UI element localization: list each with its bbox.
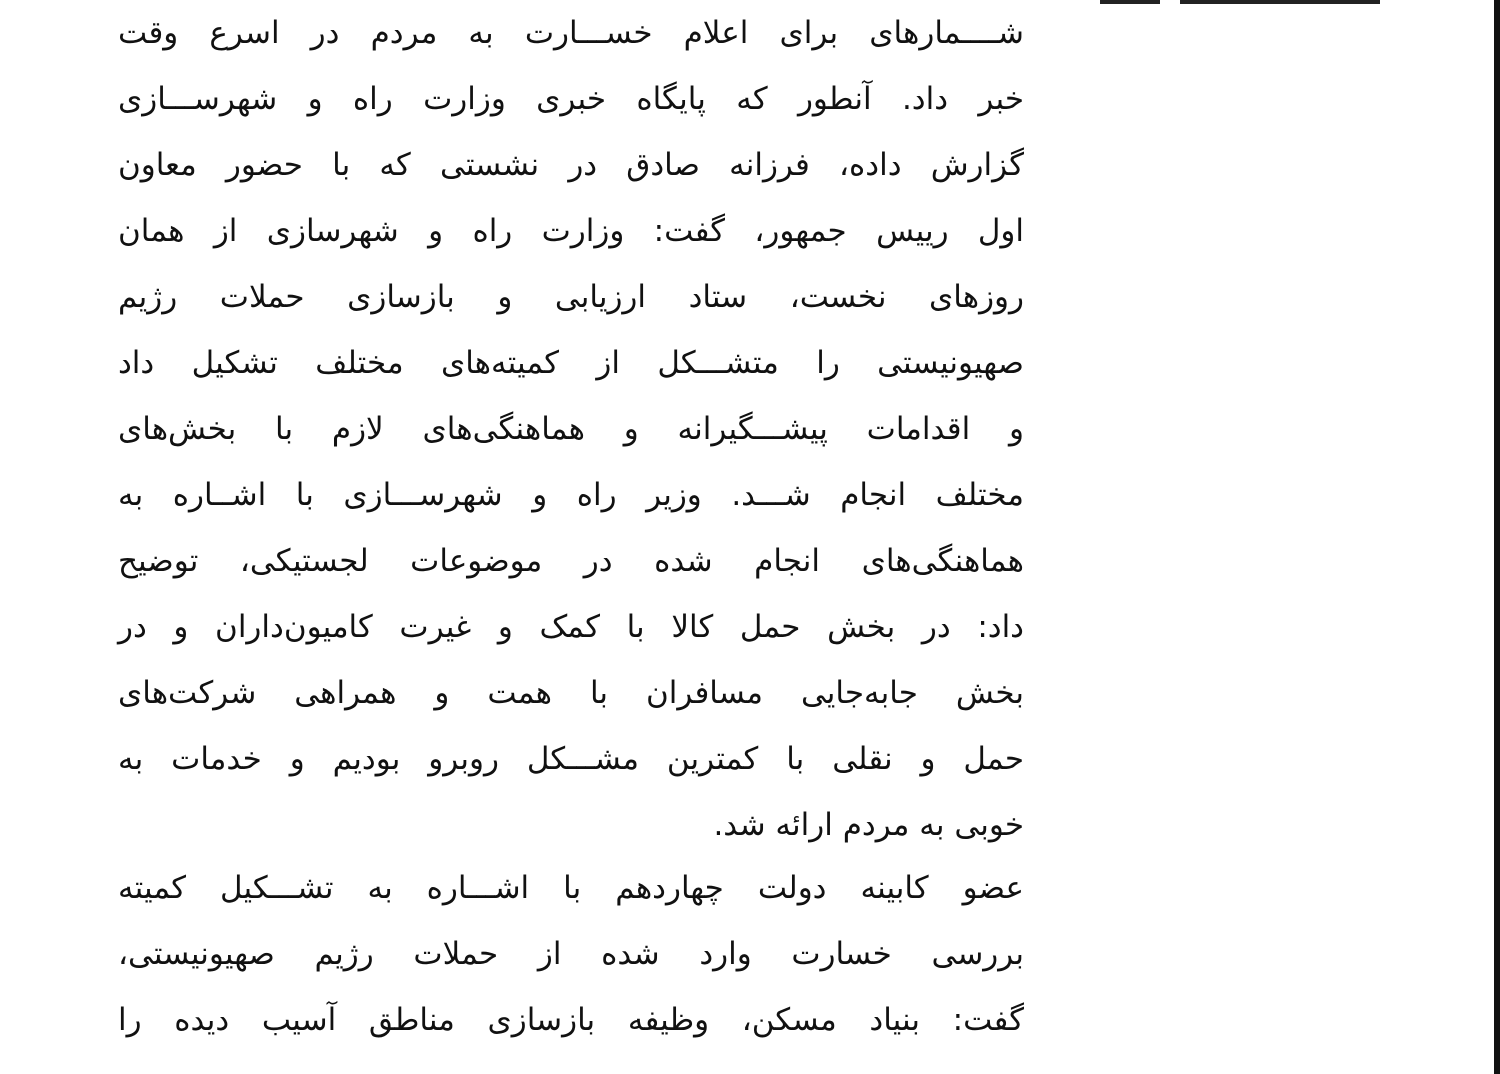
text-line: خوبی به مردم ارائه شد. bbox=[713, 807, 1024, 843]
page-edge-divider bbox=[1494, 0, 1500, 1074]
text-line: صهیونیستی را متشـــکل از کمیته‌های مختلف تشکیل داد bbox=[118, 345, 1024, 381]
text-line: داد: در بخش حمل کالا با کمک و غیرت کامیون‌داران و در bbox=[118, 609, 1024, 645]
text-line: گزارش داده، فرزانه صادق در نشستی که با حضور معاون bbox=[118, 147, 1024, 183]
text-line: حمل و نقلی با کمترین مشـــکل روبرو بودیم و خدمات به bbox=[118, 741, 1024, 777]
text-line: مختلف انجام شـــد. وزیر راه و شهرســـازی با اشــاره به bbox=[118, 477, 1024, 513]
text-line: و اقدامات پیشـــگیرانه و هماهنگی‌های لازم با بخش‌های bbox=[118, 411, 1024, 447]
text-line: بررسی خسارت وارد شده از حملات رژیم صهیونیستی، bbox=[118, 936, 1024, 972]
text-line: گفت: بنیاد مسکن، وظیفه بازسازی مناطق آسیب دیده را bbox=[118, 1002, 1024, 1038]
text-line: خبر داد. آنطور که پایگاه خبری وزارت راه و شهرســـازی bbox=[118, 81, 1024, 117]
text-line: بخش جابه‌جایی مسافران با همت و همراهی شرکت‌های bbox=[118, 675, 1024, 711]
text-line: هماهنگی‌های انجام شده در موضوعات لجستیکی، توضیح bbox=[118, 543, 1024, 579]
text-line: روزهای نخست، ستاد ارزیابی و بازسازی حملات رژیم bbox=[118, 279, 1024, 315]
text-line: اول رییس جمهور، گفت: وزارت راه و شهرسازی از همان bbox=[118, 213, 1024, 249]
clipped-line-fragment bbox=[1180, 0, 1380, 4]
clipped-line-fragment bbox=[1100, 0, 1160, 4]
text-line: عضو کابینه دولت چهاردهم با اشـــاره به تشـــکیل کمیته bbox=[118, 870, 1024, 906]
text-line: شــــمارهای برای اعلام خســـارت به مردم در اسرع وقت bbox=[118, 15, 1024, 51]
